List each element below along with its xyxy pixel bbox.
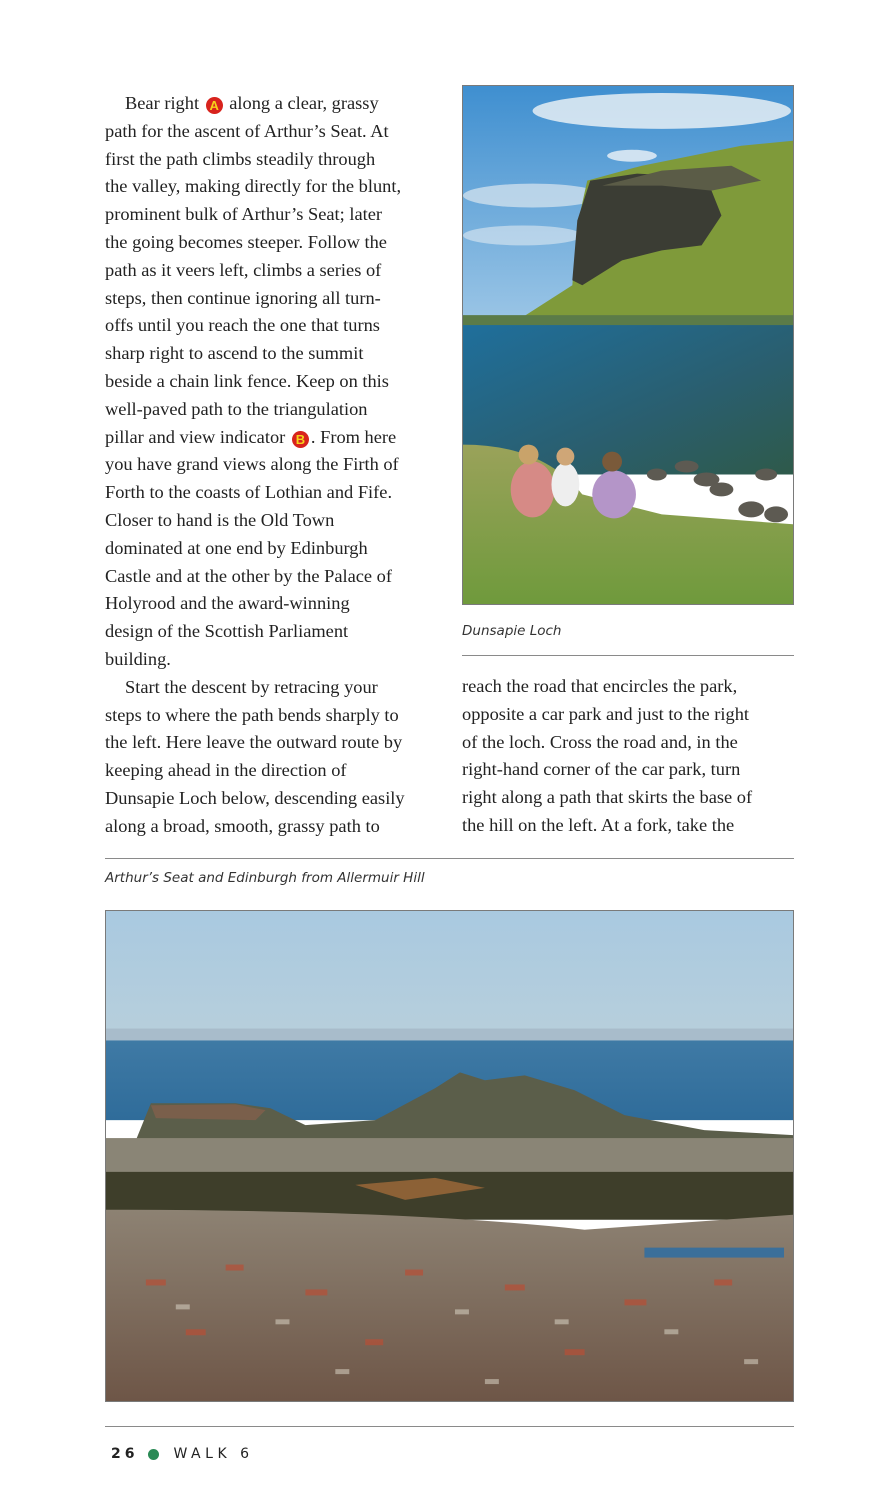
- text-line: the left. Here leave the outward route by: [105, 732, 403, 753]
- running-head: WALK 6: [173, 1446, 254, 1462]
- text-line: right along a path that skirts the base of: [462, 787, 753, 808]
- text-line: well-paved path to the triangulation: [105, 398, 368, 419]
- route-marker-a-icon: A: [206, 97, 223, 114]
- text-line: path as it veers left, climbs a series of: [105, 259, 382, 280]
- text-line: Dunsapie Loch below, descending easily: [105, 787, 405, 808]
- text-line: prominent bulk of Arthur’s Seat; later: [105, 204, 382, 225]
- text-line: Closer to hand is the Old Town: [105, 509, 335, 530]
- photo-dunsapie-loch: [462, 85, 794, 605]
- right-text-column: [462, 673, 802, 840]
- green-bullet-icon: [148, 1449, 159, 1460]
- text-line: path for the ascent of Arthur’s Seat. At: [105, 120, 389, 141]
- text-line: Bear right A along a clear, grassy: [125, 93, 379, 113]
- text-line: Start the descent by retracing your: [125, 676, 378, 697]
- text-line: you have grand views along the Firth of: [105, 454, 399, 475]
- photo-arthurs-seat-panorama: [105, 910, 794, 1402]
- paragraph-ascent: [105, 90, 445, 674]
- left-text-column: [105, 90, 445, 841]
- page-footer: [111, 1446, 253, 1462]
- text-line: right-hand corner of the car park, turn: [462, 759, 741, 780]
- text-line: beside a chain link fence. Keep on this: [105, 370, 389, 391]
- dunsapie-loch-image: [463, 86, 793, 604]
- route-marker-b-icon: B: [292, 431, 309, 448]
- text-line: the valley, making directly for the blunt,: [105, 176, 402, 197]
- caption-allermuir: Arthur’s Seat and Edinburgh from Allermuir Hill: [105, 870, 425, 886]
- text-line: Forth to the coasts of Lothian and Fife.: [105, 482, 393, 503]
- page-number: 26: [111, 1446, 139, 1462]
- text-line: of the loch. Cross the road and, in the: [462, 731, 738, 752]
- text-line: reach the road that encircles the park,: [462, 676, 738, 696]
- paragraph-descent: [105, 674, 445, 841]
- text-line: building.: [105, 648, 171, 669]
- text-line: steps, then continue ignoring all turn-: [105, 287, 381, 308]
- text-line: the going becomes steeper. Follow the: [105, 231, 387, 252]
- text-line: pillar and view indicator B . From here: [105, 426, 397, 447]
- section-divider: [105, 858, 794, 859]
- paragraph-continuation: [462, 673, 802, 840]
- text-line: the hill on the left. At a fork, take the: [462, 814, 735, 835]
- text-line: offs until you reach the one that turns: [105, 315, 380, 336]
- text-line: sharp right to ascend to the summit: [105, 343, 364, 364]
- arthurs-seat-panorama-image: [106, 911, 793, 1401]
- text-line: Castle and at the other by the Palace of: [105, 565, 392, 586]
- text-line: along a broad, smooth, grassy path to: [105, 815, 380, 836]
- text-line: first the path climbs steadily through: [105, 148, 376, 169]
- caption-dunsapie-loch: Dunsapie Loch: [462, 623, 562, 639]
- text-line: Holyrood and the award-winning: [105, 593, 350, 614]
- text-line: keeping ahead in the direction of: [105, 760, 347, 781]
- text-line: steps to where the path bends sharply to: [105, 704, 399, 725]
- text-line: design of the Scottish Parliament: [105, 621, 349, 642]
- text-line: opposite a car park and just to the right: [462, 703, 750, 724]
- caption-divider: [462, 655, 794, 656]
- footer-divider: [105, 1426, 794, 1427]
- text-line: dominated at one end by Edinburgh: [105, 537, 368, 558]
